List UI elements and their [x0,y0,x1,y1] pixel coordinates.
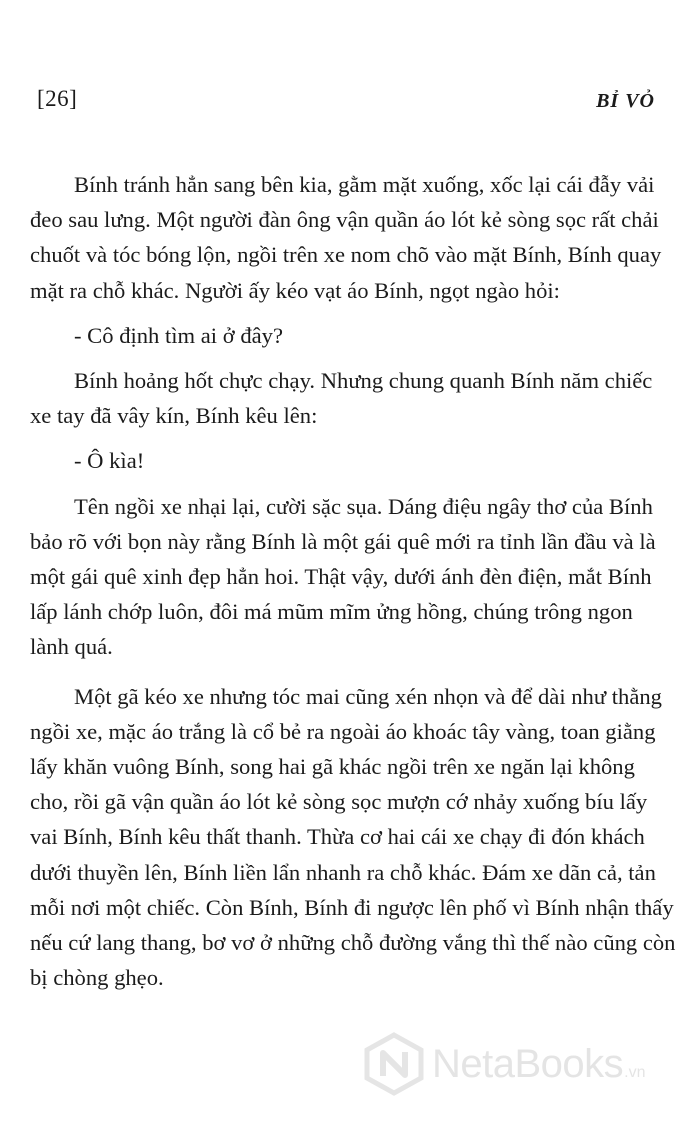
running-title: BỈ VỎ [596,90,655,112]
paragraph: Bính tránh hẳn sang bên kia, gằm mặt xuống, xốc lại cái đẫy vải đeo sau lưng. Một người đàn ông vận quần áo lót kẻ sòng sọc rất chải chuốt và tóc bóng lộn, ngồi trên xe nom chõ vào mặt Bính, Bính quay mặt ra chỗ khác. Người ấy kéo vạt áo Bính, ngọt ngào hỏi: [30,172,662,303]
netabooks-logo-icon [362,1032,426,1096]
watermark-brand: NetaBooks [432,1041,624,1086]
watermark [362,1032,682,1096]
page-number: [26] [37,86,78,111]
dialogue-line: - Ô kìa! [74,448,145,474]
watermark-domain-suffix: .vn [624,1064,646,1081]
paragraph: Tên ngồi xe nhại lại, cười sặc sụa. Dáng điệu ngây thơ của Bính bảo rõ với bọn này rằng Bính là một gái quê mới ra tỉnh lần đầu và là một gái quê xinh đẹp hẳn hoi. Thật vậy, dưới ánh đèn điện, mắt Bính lấp lánh chớp luôn, đôi má mũm mĩm ửng hồng, chúng trông ngon lành quá. [30,493,656,660]
dialogue-line: - Cô định tìm ai ở đây? [74,322,283,348]
paragraph: Bính hoảng hốt chực chạy. Nhưng chung quanh Bính năm chiếc xe tay đã vây kín, Bính kêu lên: [30,368,653,429]
paragraph: Một gã kéo xe nhưng tóc mai cũng xén nhọn và để dài như thằng ngồi xe, mặc áo trắng là cổ bẻ ra ngoài áo khoác tây vàng, toan giằng lấy khăn vuông Bính, song hai gã khác ngồi trên xe ngăn lại không cho, rồi gã vận quần áo lót kẻ sòng sọc mượn cớ nhảy xuống bíu lấy vai Bính, Bính kêu thất thanh. Thừa cơ hai cái xe chạy đi đón khách dưới thuyền lên, Bính liền lẩn nhanh ra chỗ khác. Đám xe dãn cả, tản mỗi nơi một chiếc. Còn Bính, Bính đi ngược lên phố vì Bính nhận thấy nếu cứ lang thang, bơ vơ ở những chỗ đường vắng thì thế nào cũng còn bị chòng ghẹo. [30,683,676,991]
body-text [30,167,676,995]
